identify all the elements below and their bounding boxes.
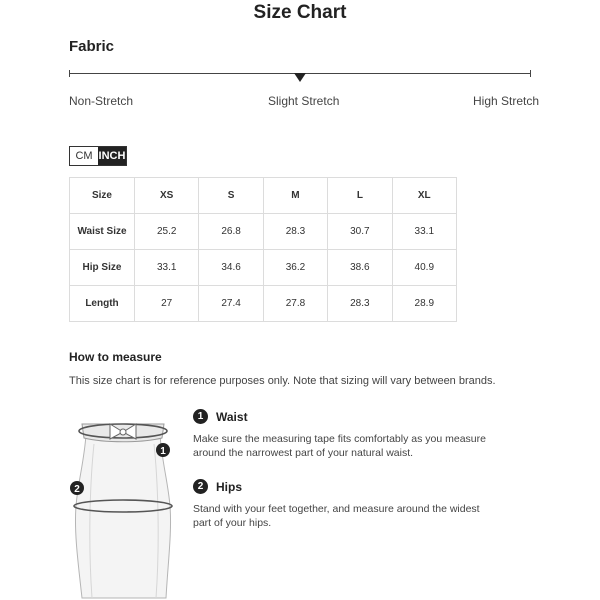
- fabric-label: Fabric: [69, 38, 115, 55]
- table-cell: 27: [135, 286, 199, 322]
- step-title: Waist: [216, 409, 248, 424]
- step-title: Hips: [216, 479, 243, 494]
- table-header-cell: Size: [70, 178, 135, 214]
- step-number-badge: 1: [193, 409, 208, 424]
- size-table: [69, 177, 457, 322]
- step-number-badge: 2: [193, 479, 208, 494]
- unit-inch-button[interactable]: INCH: [98, 147, 126, 165]
- page-title: Size Chart: [253, 2, 347, 23]
- marker-1-icon: [156, 443, 170, 457]
- table-cell: 25.2: [135, 214, 199, 250]
- table-row: [70, 250, 457, 286]
- marker-2-icon: [70, 481, 84, 495]
- table-cell: 38.6: [328, 250, 392, 286]
- table-cell: 33.1: [135, 250, 199, 286]
- table-cell: 28.3: [263, 214, 327, 250]
- stretch-marker-icon: [294, 73, 306, 82]
- step-hips: [193, 479, 498, 530]
- row-label: Hip Size: [70, 250, 135, 286]
- step-text: Stand with your feet together, and measure around the widest part of your hips.: [193, 503, 480, 529]
- stretch-tick-left: [69, 70, 70, 77]
- table-row: [70, 214, 457, 250]
- svg-text:1: 1: [160, 446, 166, 457]
- table-cell: 28.9: [392, 286, 456, 322]
- table-cell: 27.4: [199, 286, 263, 322]
- table-cell: 33.1: [392, 214, 456, 250]
- unit-cm-button[interactable]: CM: [70, 147, 98, 165]
- table-header-cell: XL: [392, 178, 456, 214]
- svg-text:2: 2: [74, 484, 80, 495]
- table-cell: 27.8: [263, 286, 327, 322]
- table-header-cell: XS: [135, 178, 199, 214]
- table-cell: 26.8: [199, 214, 263, 250]
- step-waist: [193, 409, 498, 460]
- row-label: Waist Size: [70, 214, 135, 250]
- step-text: Make sure the measuring tape fits comfortably as you measure around the narrowest part of your natural waist.: [193, 433, 486, 459]
- table-header-cell: S: [199, 178, 263, 214]
- how-to-measure-title: How to measure: [69, 350, 162, 364]
- unit-toggle: [69, 146, 127, 166]
- table-cell: 36.2: [263, 250, 327, 286]
- how-to-measure-description: This size chart is for reference purposes only. Note that sizing will vary between brands.: [69, 375, 496, 387]
- row-label: Length: [70, 286, 135, 322]
- stretch-label-high: High Stretch: [473, 94, 540, 108]
- table-header-cell: M: [263, 178, 327, 214]
- table-cell: 28.3: [328, 286, 392, 322]
- skirt-illustration: [60, 402, 190, 600]
- stretch-label-slight: Slight Stretch: [268, 94, 340, 108]
- stretch-tick-right: [530, 70, 531, 77]
- table-header-cell: L: [328, 178, 392, 214]
- table-row: [70, 286, 457, 322]
- table-cell: 34.6: [199, 250, 263, 286]
- stretch-label-non: Non-Stretch: [69, 94, 134, 108]
- table-header-row: [70, 178, 457, 214]
- table-cell: 30.7: [328, 214, 392, 250]
- table-cell: 40.9: [392, 250, 456, 286]
